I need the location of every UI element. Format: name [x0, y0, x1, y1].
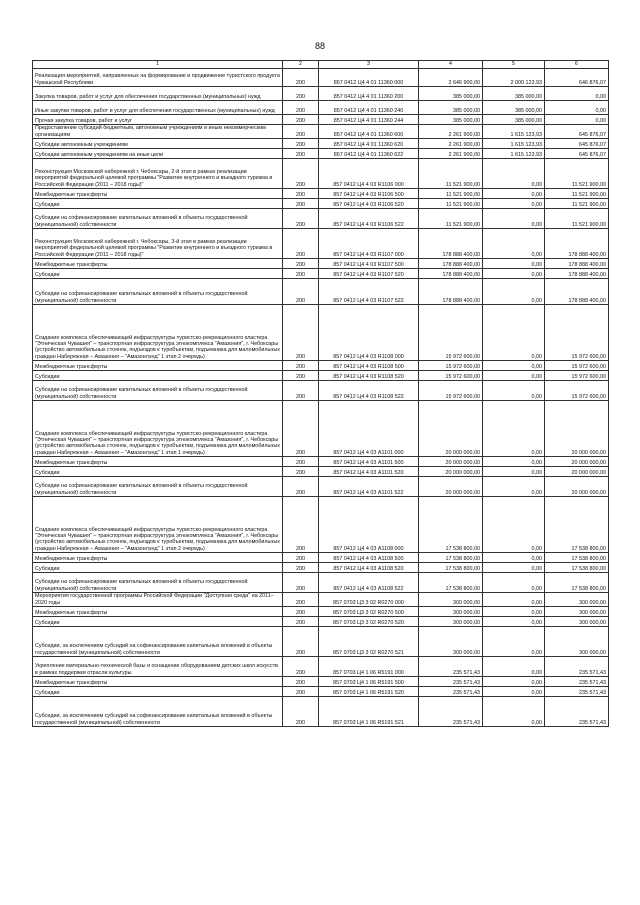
row-amount-6: 20 000 000,00	[545, 477, 609, 497]
row-amount-6: 300 000,00	[545, 627, 609, 657]
row-amount-6: 645 876,07	[545, 125, 609, 139]
row-name: Субсидии на софинансирование капитальных вложений в объекты государственной (муниципальной) собственности	[33, 381, 283, 401]
row-amount-4: 2 261 900,00	[419, 125, 483, 139]
row-amount-4: 11 521 900,00	[419, 209, 483, 229]
row-classification-code: 857 0412 Ц4 4 03 R1108 500	[319, 361, 419, 371]
row-amount-6: 178 888 400,00	[545, 259, 609, 269]
row-column-2: 200	[283, 657, 319, 677]
column-header: 3	[319, 61, 419, 69]
row-name: Субсидии	[33, 467, 283, 477]
row-classification-code: 857 0412 Ц4 4 03 R1107 522	[319, 279, 419, 305]
row-column-2: 200	[283, 371, 319, 381]
table-row	[33, 87, 609, 101]
row-amount-6: 17 538 800,00	[545, 563, 609, 573]
row-column-2: 200	[283, 87, 319, 101]
row-classification-code: 857 0412 Ц4 4 03 А1101 500	[319, 457, 419, 467]
row-amount-5: 1 615 123,93	[483, 125, 545, 139]
row-amount-6: 11 521 900,00	[545, 159, 609, 189]
table-row	[33, 697, 609, 727]
row-name: Межбюджетные трансферты	[33, 553, 283, 563]
row-amount-5: 0,00	[483, 457, 545, 467]
row-amount-4: 235 571,43	[419, 697, 483, 727]
row-column-2: 200	[283, 697, 319, 727]
table-row	[33, 497, 609, 553]
row-name: Реализация мероприятий, направленных на формирование и продвижение туристского продукта Чувашской Республики	[33, 69, 283, 87]
row-classification-code: 857 0412 Ц4 4 03 R1106 520	[319, 199, 419, 209]
row-name: Субсидии на софинансирование капитальных вложений в объекты государственной (муниципальной) собственности	[33, 279, 283, 305]
table-row	[33, 593, 609, 607]
row-column-2: 200	[283, 189, 319, 199]
row-column-2: 200	[283, 199, 319, 209]
row-amount-4: 385 000,00	[419, 101, 483, 115]
row-classification-code: 857 0703 Ц4 1 06 R5191 000	[319, 657, 419, 677]
row-amount-4: 2 261 900,00	[419, 149, 483, 159]
row-amount-6: 11 521 900,00	[545, 209, 609, 229]
row-classification-code: 857 0703 Ц3 3 02 R0270 500	[319, 607, 419, 617]
row-amount-6: 20 000 000,00	[545, 457, 609, 467]
row-amount-4: 17 538 800,00	[419, 573, 483, 593]
row-classification-code: 857 0412 Ц4 4 03 А1101 522	[319, 477, 419, 497]
row-amount-4: 20 000 000,00	[419, 401, 483, 457]
row-amount-4: 235 571,43	[419, 657, 483, 677]
row-column-2: 200	[283, 279, 319, 305]
row-classification-code: 857 0412 Ц4 4 03 R1106 522	[319, 209, 419, 229]
row-amount-4: 17 538 800,00	[419, 497, 483, 553]
row-amount-6: 235 571,43	[545, 657, 609, 677]
table-row	[33, 209, 609, 229]
row-amount-6: 0,00	[545, 87, 609, 101]
table-row	[33, 361, 609, 371]
row-amount-4: 11 521 900,00	[419, 189, 483, 199]
row-column-2: 200	[283, 687, 319, 697]
row-classification-code: 857 0412 Ц4 4 03 R1106 500	[319, 189, 419, 199]
row-amount-4: 20 000 000,00	[419, 457, 483, 467]
row-name: Субсидии	[33, 199, 283, 209]
row-amount-5: 0,00	[483, 305, 545, 361]
row-classification-code: 857 0412 Ц4 4 03 А1108 500	[319, 553, 419, 563]
row-amount-5: 0,00	[483, 563, 545, 573]
row-column-2: 200	[283, 139, 319, 149]
row-column-2: 200	[283, 573, 319, 593]
row-amount-6: 235 571,43	[545, 687, 609, 697]
row-amount-6: 645 876,07	[545, 149, 609, 159]
row-amount-6: 11 521 900,00	[545, 189, 609, 199]
row-name: Субсидии автономным учреждениям на иные цели	[33, 149, 283, 159]
row-amount-5: 0,00	[483, 371, 545, 381]
row-amount-4: 178 888 400,00	[419, 229, 483, 259]
row-name: Субсидии, за исключением субсидий на софинансирование капитальных вложений в объекты государственной (муниципальной) собственности	[33, 697, 283, 727]
row-amount-4: 15 972 600,00	[419, 361, 483, 371]
row-column-2: 200	[283, 563, 319, 573]
row-amount-5: 0,00	[483, 269, 545, 279]
table-row	[33, 269, 609, 279]
row-amount-5: 0,00	[483, 189, 545, 199]
row-amount-6: 17 538 800,00	[545, 497, 609, 553]
row-amount-6: 178 888 400,00	[545, 269, 609, 279]
row-column-2: 200	[283, 229, 319, 259]
row-classification-code: 857 0412 Ц4 4 03 R1108 000	[319, 305, 419, 361]
row-name: Субсидии	[33, 617, 283, 627]
row-amount-4: 17 538 800,00	[419, 553, 483, 563]
table-row	[33, 457, 609, 467]
row-amount-6: 300 000,00	[545, 593, 609, 607]
row-amount-6: 646 876,07	[545, 69, 609, 87]
table-row	[33, 259, 609, 269]
row-amount-4: 178 888 400,00	[419, 279, 483, 305]
table-row	[33, 139, 609, 149]
row-name: Создание комплекса обеспечивающей инфраструктуры туристско-рекреационного кластера "Этническая Чувашия" – транспортная инфраструктура этнокомплекса "Амазония", г. Чебоксары (устройство автомобильных стоянок, подъездов к туробъектам, подъемника для маломобильных граждан Набережная – Амазония – "Амазонлэнд" 1 этап 1 очередь)	[33, 401, 283, 457]
row-amount-5: 385 000,00	[483, 115, 545, 125]
row-amount-5: 385 000,00	[483, 101, 545, 115]
row-column-2: 200	[283, 159, 319, 189]
row-name: Межбюджетные трансферты	[33, 259, 283, 269]
row-column-2: 200	[283, 125, 319, 139]
row-name: Предоставление субсидий бюджетным, автономным учреждениям и иным некоммерческим организациям	[33, 125, 283, 139]
row-amount-4: 15 972 600,00	[419, 371, 483, 381]
row-classification-code: 857 0412 Ц4 4 03 R1108 522	[319, 381, 419, 401]
row-amount-6: 0,00	[545, 101, 609, 115]
row-name: Межбюджетные трансферты	[33, 189, 283, 199]
row-name: Прочая закупка товаров, работ и услуг	[33, 115, 283, 125]
row-amount-5: 0,00	[483, 593, 545, 607]
row-column-2: 200	[283, 677, 319, 687]
table-row	[33, 607, 609, 617]
row-column-2: 200	[283, 457, 319, 467]
row-classification-code: 857 0412 Ц4 4 01 11360 620	[319, 139, 419, 149]
row-amount-4: 17 538 800,00	[419, 563, 483, 573]
table-row	[33, 189, 609, 199]
row-name: Межбюджетные трансферты	[33, 457, 283, 467]
row-amount-5: 0,00	[483, 607, 545, 617]
row-name: Закупка товаров, работ и услуг для обеспечения государственных (муниципальных) нужд	[33, 87, 283, 101]
row-amount-5: 0,00	[483, 497, 545, 553]
row-classification-code: 857 0412 Ц4 4 03 R1106 000	[319, 159, 419, 189]
row-amount-4: 385 000,00	[419, 87, 483, 101]
row-column-2: 200	[283, 401, 319, 457]
table-row	[33, 477, 609, 497]
column-header: 5	[483, 61, 545, 69]
column-header: 4	[419, 61, 483, 69]
row-name: Субсидии	[33, 687, 283, 697]
row-classification-code: 857 0412 Ц4 4 03 А1101 000	[319, 401, 419, 457]
row-name: Субсидии на софинансирование капитальных вложений в объекты государственной (муниципальной) собственности	[33, 477, 283, 497]
row-column-2: 200	[283, 593, 319, 607]
row-amount-4: 178 888 400,00	[419, 269, 483, 279]
table-row	[33, 553, 609, 563]
row-amount-6: 15 972 600,00	[545, 305, 609, 361]
row-column-2: 200	[283, 269, 319, 279]
row-classification-code: 857 0412 Ц4 4 03 А1108 000	[319, 497, 419, 553]
row-classification-code: 857 0412 Ц4 4 01 11360 200	[319, 87, 419, 101]
row-column-2: 200	[283, 381, 319, 401]
row-column-2: 200	[283, 305, 319, 361]
table-row	[33, 69, 609, 87]
table-row	[33, 677, 609, 687]
table-row	[33, 279, 609, 305]
table-row	[33, 115, 609, 125]
column-header: 6	[545, 61, 609, 69]
row-name: Межбюджетные трансферты	[33, 607, 283, 617]
row-name: Создание комплекса обеспечивающей инфраструктуры туристско-рекреационного кластера "Этническая Чувашия" – транспортная инфраструктура этнокомплекса "Амазония", г. Чебоксары (устройство автомобильных стоянок, подъездов к туробъектам, подъемника для маломобильных граждан Набережная – Амазония – "Амазонлэнд" 1 этап 2 очередь)	[33, 305, 283, 361]
row-classification-code: 857 0412 Ц4 4 03 R1107 500	[319, 259, 419, 269]
row-classification-code: 857 0412 Ц4 4 03 R1107 520	[319, 269, 419, 279]
table-row	[33, 159, 609, 189]
row-amount-5: 0,00	[483, 361, 545, 371]
row-amount-4: 178 888 400,00	[419, 259, 483, 269]
row-column-2: 200	[283, 497, 319, 553]
table-row	[33, 101, 609, 115]
page-number: 88	[314, 41, 325, 51]
row-amount-5: 0,00	[483, 627, 545, 657]
row-classification-code: 857 0412 Ц4 4 01 11360 600	[319, 125, 419, 139]
row-amount-5: 0,00	[483, 687, 545, 697]
row-amount-4: 20 000 000,00	[419, 467, 483, 477]
row-amount-5: 0,00	[483, 697, 545, 727]
row-name: Реконструкция Московской набережной г. Чебоксары, 2-й этап в рамках реализации мероприятий федеральной целевой программы "Развитие внутреннего и въездного туризма в Российской Федерации (2011 – 2018 годы)"	[33, 159, 283, 189]
row-amount-4: 300 000,00	[419, 593, 483, 607]
row-name: Межбюджетные трансферты	[33, 677, 283, 687]
row-amount-4: 300 000,00	[419, 607, 483, 617]
row-amount-4: 15 972 600,00	[419, 381, 483, 401]
row-amount-5: 0,00	[483, 209, 545, 229]
row-amount-6: 15 972 600,00	[545, 371, 609, 381]
row-classification-code: 857 0412 Ц4 4 03 А1108 520	[319, 563, 419, 573]
table-row	[33, 125, 609, 139]
row-name: Мероприятия государственной программы Российской Федерации "Доступная среда" на 2011–2020 годы	[33, 593, 283, 607]
row-classification-code: 857 0412 Ц4 4 03 R1108 520	[319, 371, 419, 381]
row-classification-code: 857 0412 Ц4 4 01 11360 240	[319, 101, 419, 115]
row-amount-6: 0,00	[545, 115, 609, 125]
row-amount-6: 15 972 600,00	[545, 361, 609, 371]
row-amount-5: 0,00	[483, 467, 545, 477]
row-name: Субсидии на софинансирование капитальных вложений в объекты государственной (муниципальной) собственности	[33, 209, 283, 229]
row-amount-6: 20 000 000,00	[545, 401, 609, 457]
row-amount-4: 235 571,43	[419, 677, 483, 687]
row-amount-5: 0,00	[483, 553, 545, 563]
row-amount-4: 11 521 900,00	[419, 199, 483, 209]
row-name: Создание комплекса обеспечивающей инфраструктуры туристско-рекреационного кластера "Этническая Чувашия" – транспортная инфраструктура этнокомплекса "Амазония", г. Чебоксары (устройство автомобильных стоянок, подъездов к туробъектам, подъемника для маломобильных граждан Набережная – Амазония – "Амазонлэнд" 1 этап 2 очередь)	[33, 497, 283, 553]
table-row	[33, 371, 609, 381]
table-row	[33, 149, 609, 159]
row-amount-4: 300 000,00	[419, 627, 483, 657]
row-amount-6: 178 888 400,00	[545, 229, 609, 259]
row-amount-6: 17 538 800,00	[545, 553, 609, 563]
table-row	[33, 305, 609, 361]
row-column-2: 200	[283, 361, 319, 371]
row-amount-5: 0,00	[483, 159, 545, 189]
budget-table	[32, 60, 609, 727]
row-column-2: 200	[283, 69, 319, 87]
row-amount-5: 0,00	[483, 401, 545, 457]
row-amount-5: 0,00	[483, 259, 545, 269]
row-amount-6: 235 571,43	[545, 697, 609, 727]
row-name: Реконструкция Московской набережной г. Чебоксары, 3-й этап в рамках реализации мероприятий федеральной целевой программы "Развитие внутреннего и въездного туризма в Российской Федерации (2011 – 2018 годы)"	[33, 229, 283, 259]
row-amount-6: 300 000,00	[545, 607, 609, 617]
table-row	[33, 573, 609, 593]
row-name: Иные закупки товаров, работ и услуг для обеспечения государственных (муниципальных) нужд	[33, 101, 283, 115]
row-amount-4: 235 571,43	[419, 687, 483, 697]
row-classification-code: 857 0412 Ц4 4 01 11360 622	[319, 149, 419, 159]
row-amount-4: 2 646 900,00	[419, 69, 483, 87]
table-row	[33, 229, 609, 259]
row-amount-4: 11 521 900,00	[419, 159, 483, 189]
row-classification-code: 857 0703 Ц3 3 02 R0270 000	[319, 593, 419, 607]
row-classification-code: 857 0703 Ц4 1 06 R5191 520	[319, 687, 419, 697]
row-amount-4: 2 261 900,00	[419, 139, 483, 149]
row-amount-5: 0,00	[483, 617, 545, 627]
row-amount-4: 385 000,00	[419, 115, 483, 125]
row-column-2: 200	[283, 149, 319, 159]
row-column-2: 200	[283, 467, 319, 477]
row-amount-5: 0,00	[483, 229, 545, 259]
row-amount-5: 385 000,00	[483, 87, 545, 101]
row-amount-6: 178 888 400,00	[545, 279, 609, 305]
header-row	[33, 61, 609, 69]
table-row	[33, 467, 609, 477]
row-classification-code: 857 0412 Ц4 4 03 R1107 000	[319, 229, 419, 259]
table-row	[33, 617, 609, 627]
row-column-2: 200	[283, 617, 319, 627]
row-amount-4: 300 000,00	[419, 617, 483, 627]
table-row	[33, 627, 609, 657]
row-amount-6: 11 521 900,00	[545, 199, 609, 209]
row-classification-code: 857 0703 Ц3 3 02 R0270 521	[319, 627, 419, 657]
row-amount-5: 0,00	[483, 657, 545, 677]
row-column-2: 200	[283, 115, 319, 125]
row-classification-code: 857 0703 Ц3 3 02 R0270 520	[319, 617, 419, 627]
table-row	[33, 563, 609, 573]
row-amount-6: 20 000 000,00	[545, 467, 609, 477]
row-name: Межбюджетные трансферты	[33, 361, 283, 371]
row-column-2: 200	[283, 553, 319, 563]
row-name: Субсидии, за исключением субсидий на софинансирование капитальных вложений в объекты государственной (муниципальной) собственности	[33, 627, 283, 657]
row-classification-code: 857 0703 Ц4 1 06 R5191 521	[319, 697, 419, 727]
row-classification-code: 857 0703 Ц4 1 06 R5191 500	[319, 677, 419, 687]
row-amount-5: 0,00	[483, 677, 545, 687]
row-name: Субсидии	[33, 563, 283, 573]
row-amount-5: 1 615 123,93	[483, 149, 545, 159]
row-amount-4: 15 972 600,00	[419, 305, 483, 361]
row-column-2: 200	[283, 209, 319, 229]
row-amount-4: 20 000 000,00	[419, 477, 483, 497]
row-classification-code: 857 0412 Ц4 4 03 А1108 522	[319, 573, 419, 593]
row-column-2: 200	[283, 607, 319, 617]
table-row	[33, 657, 609, 677]
row-name: Укрепление материально-технической базы и оснащение оборудованием детских школ искусств в рамках поддержки отрасли культуры	[33, 657, 283, 677]
row-amount-5: 0,00	[483, 573, 545, 593]
row-amount-5: 0,00	[483, 279, 545, 305]
column-header: 1	[33, 61, 283, 69]
row-amount-5: 0,00	[483, 381, 545, 401]
row-amount-6: 645 876,07	[545, 139, 609, 149]
row-name: Субсидии	[33, 269, 283, 279]
row-amount-6: 300 000,00	[545, 617, 609, 627]
row-amount-5: 2 000 123,93	[483, 69, 545, 87]
row-amount-5: 0,00	[483, 199, 545, 209]
row-name: Субсидии автономным учреждениям	[33, 139, 283, 149]
row-column-2: 200	[283, 477, 319, 497]
row-classification-code: 857 0412 Ц4 4 01 11360 244	[319, 115, 419, 125]
row-name: Субсидии на софинансирование капитальных вложений в объекты государственной (муниципальной) собственности	[33, 573, 283, 593]
table-row	[33, 401, 609, 457]
table-row	[33, 199, 609, 209]
row-column-2: 200	[283, 101, 319, 115]
row-classification-code: 857 0412 Ц4 4 01 11360 000	[319, 69, 419, 87]
row-amount-5: 0,00	[483, 477, 545, 497]
row-amount-6: 235 571,43	[545, 677, 609, 687]
row-amount-5: 1 615 123,93	[483, 139, 545, 149]
row-name: Субсидии	[33, 371, 283, 381]
row-column-2: 200	[283, 627, 319, 657]
column-header: 2	[283, 61, 319, 69]
table-row	[33, 381, 609, 401]
row-amount-6: 15 972 600,00	[545, 381, 609, 401]
table-row	[33, 687, 609, 697]
row-amount-6: 17 538 800,00	[545, 573, 609, 593]
row-classification-code: 857 0412 Ц4 4 03 А1101 520	[319, 467, 419, 477]
row-column-2: 200	[283, 259, 319, 269]
